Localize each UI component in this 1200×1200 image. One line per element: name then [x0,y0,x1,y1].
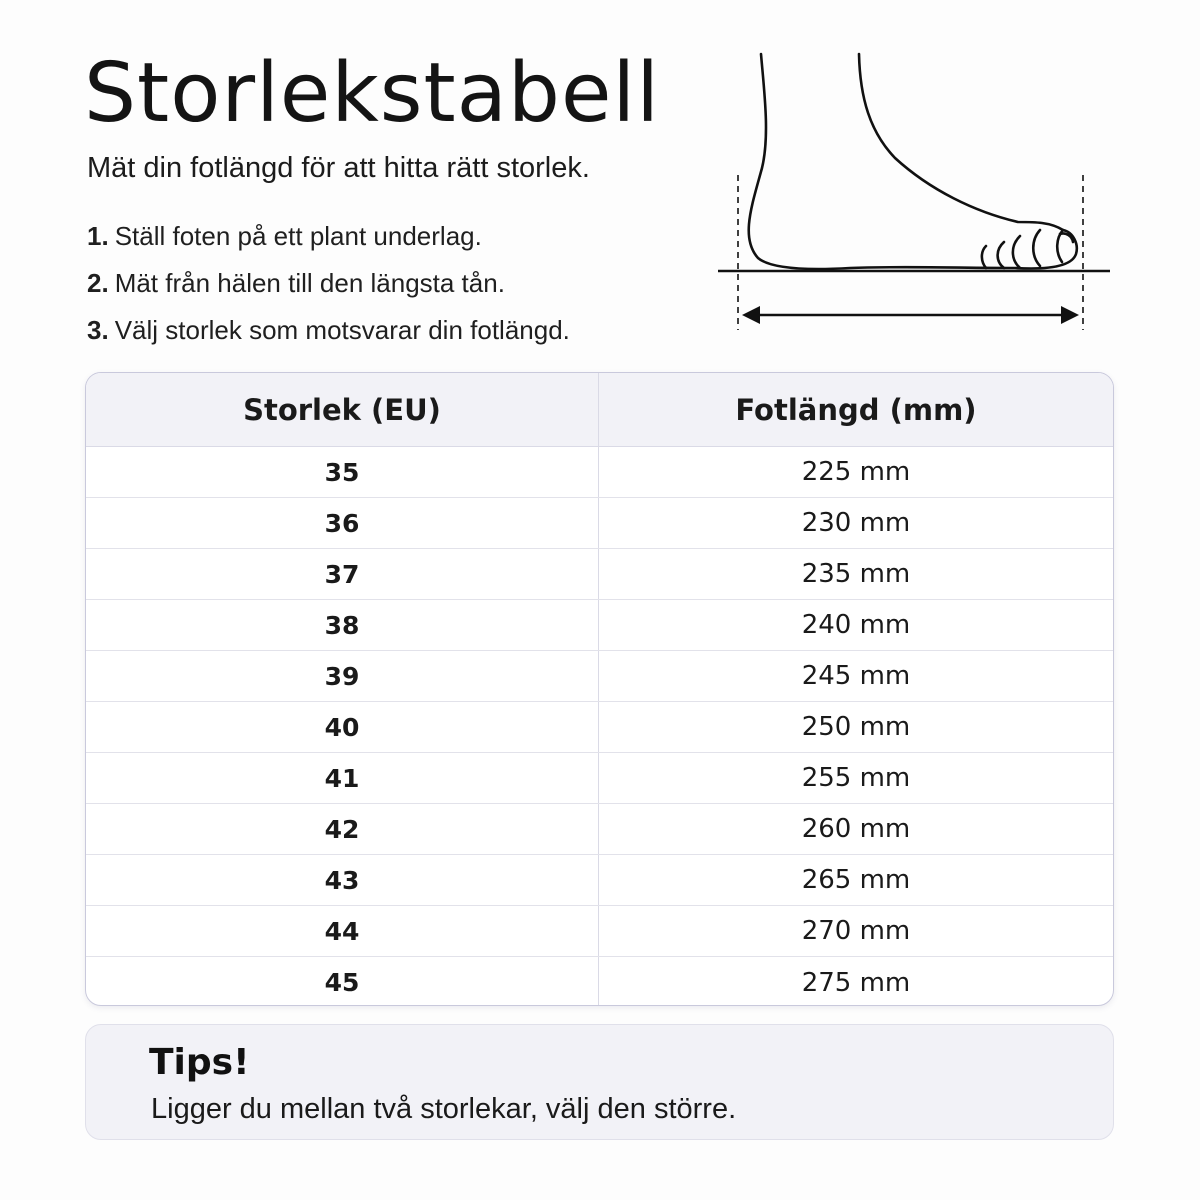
step-number: 1. [87,220,109,251]
table-row [86,855,1113,906]
size-cell: 41 [86,753,599,803]
foot-length-cell: 245 mm [801,661,911,691]
foot-length-cell: 230 mm [801,508,911,538]
tips-box [85,1024,1114,1140]
size-cell: 44 [86,906,599,956]
foot-length-cell: 225 mm [801,457,911,487]
size-table [85,372,1114,1006]
step-text: Välj storlek som motsvarar din fotlängd. [114,314,570,345]
table-header [86,373,1113,447]
page-subtitle: Mät din fotlängd för att hitta rätt storlek. [87,152,590,184]
column-header-size: Storlek (EU) [86,373,599,446]
size-cell: 43 [86,855,599,905]
instruction-step [87,259,570,306]
foot-length-cell: 270 mm [801,916,911,946]
size-cell: 42 [86,804,599,854]
step-text: Ställ foten på ett plant underlag. [114,220,482,251]
size-cell: 38 [86,600,599,650]
size-cell: 36 [86,498,599,548]
table-row [86,957,1113,1006]
tips-text: Ligger du mellan två storlekar, välj den större. [151,1093,737,1125]
table-row [86,447,1113,498]
foot-length-cell: 255 mm [801,763,911,793]
size-cell: 40 [86,702,599,752]
table-row [86,753,1113,804]
size-cell: 35 [86,447,599,497]
size-cell: 37 [86,549,599,599]
step-number: 2. [87,267,109,298]
step-text: Mät från hälen till den längsta tån. [114,267,505,298]
page-title: Storlekstabell [84,46,660,141]
instruction-list [87,212,570,353]
table-row [86,906,1113,957]
table-body [86,447,1113,1006]
foot-measure-icon [712,48,1120,340]
table-row [86,702,1113,753]
table-row [86,600,1113,651]
table-row [86,498,1113,549]
size-cell: 45 [86,957,599,1006]
size-cell: 39 [86,651,599,701]
column-header-foot-length: Fotlängd (mm) [735,392,977,427]
instruction-step [87,306,570,353]
instruction-step [87,212,570,259]
foot-outline [749,54,1077,269]
table-row [86,549,1113,600]
table-row [86,804,1113,855]
table-row [86,651,1113,702]
foot-length-cell: 260 mm [801,814,911,844]
foot-length-cell: 235 mm [801,559,911,589]
tips-title: Tips! [149,1042,250,1083]
foot-length-cell: 240 mm [801,610,911,640]
step-number: 3. [87,314,109,345]
foot-length-cell: 250 mm [801,712,911,742]
foot-length-cell: 265 mm [801,865,911,895]
foot-length-cell: 275 mm [801,967,911,998]
